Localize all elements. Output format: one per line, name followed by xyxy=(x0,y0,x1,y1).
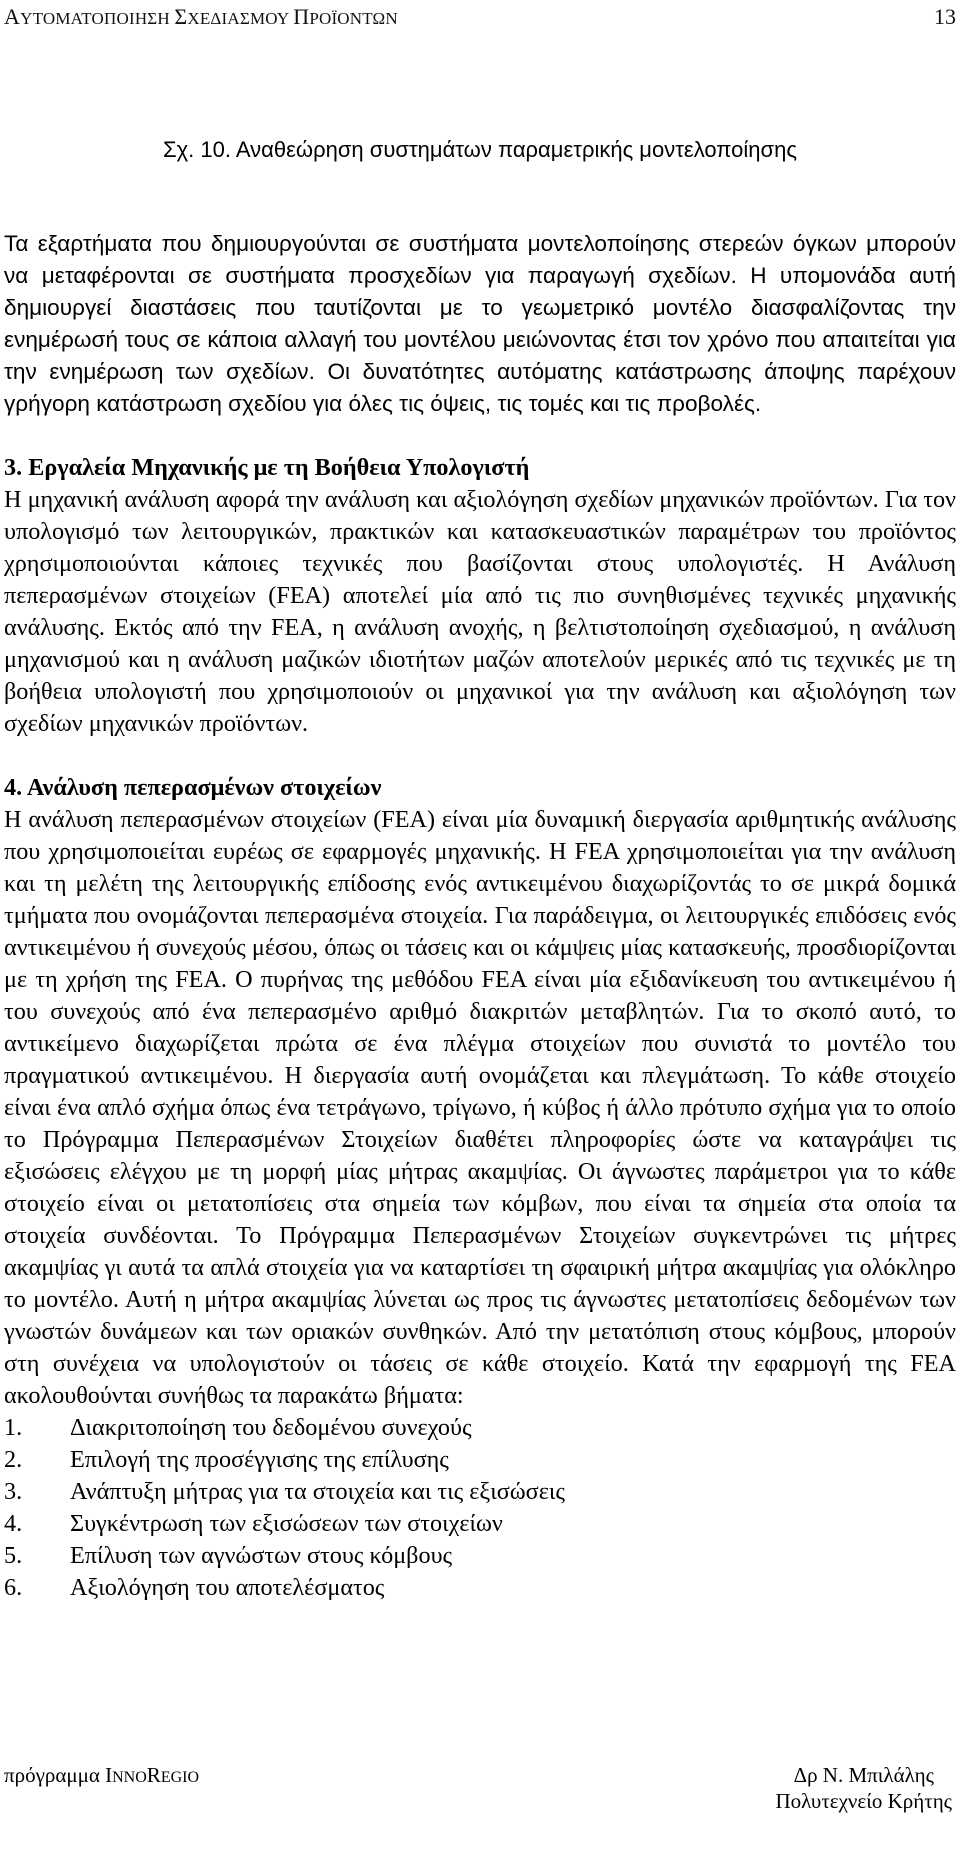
list-item: 2. Επιλογή της προσέγγισης της επίλυσης xyxy=(4,1446,449,1473)
list-item: 1. Διακριτοποίηση του δεδομένου συνεχούς xyxy=(4,1414,472,1441)
spacer xyxy=(4,740,956,772)
spacer xyxy=(4,420,956,452)
section-3-heading: 3. Εργαλεία Μηχανικής με τη Βοήθεια Υπολογιστή xyxy=(4,454,530,481)
footer-author-name: Δρ Ν. Μπιλάλης xyxy=(793,1763,934,1787)
footer-author xyxy=(775,1762,952,1814)
page-number: 13 xyxy=(934,4,956,29)
list-item: 6. Αξιολόγηση του αποτελέσματος xyxy=(4,1574,385,1601)
section-4-heading: 4. Ανάλυση πεπερασμένων στοιχείων xyxy=(4,774,382,801)
footer-institution: Πολυτεχνείο Κρήτης xyxy=(775,1789,952,1813)
main-content xyxy=(4,228,956,1604)
figure-caption: Σχ. 10. Αναθεώρηση συστημάτων παραμετρικής μοντελοποίησης xyxy=(163,137,797,162)
list-item: 4. Συγκέντρωση των εξισώσεων των στοιχείων xyxy=(4,1510,503,1537)
fea-steps-list xyxy=(4,1412,956,1604)
section-4-paragraph: Η ανάλυση πεπερασμένων στοιχείων (FEA) είναι μία δυναμική διεργασία αριθμητικής ανάλυσης που χρησιμοποιείται ευρέως σε εφαρμογές μηχανικής. Η FEA χρησιμοποιείται για την ανάλυση και τη μελέτη της λειτουργικής επίδοσης ενός αντικειμένου διαχωρίζοντάς το σε μικρά δομικά τμήματα που ονομάζονται πεπερασμένα στοιχεία. Για παράδειγμα, οι λειτουργικές επιδόσεις ενός αντικειμένου ή συνεχούς μέσου, όπως οι τάσεις και οι κάμψεις μίας κατασκευής, προσδιορίζονται με τη χρήση της FEA. Ο πυρήνας της μεθόδου FEA είναι μία εξιδανίκευση του αντικειμένου ή του συνεχούς από ένα πεπερασμένο αριθμό διακριτών μεταβλητών. Για το σκοπό αυτό, το αντικείμενο διαχωρίζεται πρώτα σε ένα πλέγμα στοιχείων που συνιστά το μοντέλο του πραγματικού αντικειμένου. Η διεργασία αυτή ονομάζεται και πλεγμάτωση. Το κάθε στοιχείο είναι ένα απλό σχήμα όπως ένα τετράγωνο, τρίγωνο, ή κύβος ή άλλο πρότυπο σχήμα για το οποίο το Πρόγραμμα Πεπερασμένων Στοιχείων διαθέτει πληροφορίες ώστε να καταγράψει τις εξισώσεις ελέγχου με τη μορφή μίας μήτρας ακαμψίας. Οι άγνωστες παράμετροι για το κάθε στοιχείο είναι οι μετατοπίσεις στα σημεία των κόμβων, που είναι τα σημεία στα οποία τα στοιχεία συνδέονται. Το Πρόγραμμα Πεπερασμένων Στοιχείων συγκεντρώνει τις μήτρες ακαμψίας γι αυτά τα απλά στοιχεία για να καταρτίσει τη σφαιρική μήτρα ακαμψίας για ολόκληρο το μοντέλο. Αυτή η μήτρα ακαμψίας λύνεται ως προς τις άγνωστες μετατοπίσεις δεδομένων των γνωστών δυνάμεων και των οριακών συνθηκών. Από την μετατόπιση στους κόμβους, μπορούν στη συνέχεια να υπολογιστούν οι τάσεις σε κάθε στοιχείο. Κατά την εφαρμογή της FEA ακολουθούνται συνήθως τα παρακάτω βήματα: xyxy=(4,806,956,1409)
header-title: ΑΥΤΟΜΑΤΟΠΟΙΗΣΗ ΣΧΕΔΙΑΣΜΟΥ ΠΡΟΪΟΝΤΩΝ xyxy=(4,4,398,29)
section-3-paragraph: Η μηχανική ανάλυση αφορά την ανάλυση και αξιολόγηση σχεδίων μηχανικών προϊόντων. Για τον υπολογισμό των λειτουργικών, πρακτικών και κατασκευαστικών παραμέτρων του προϊόντος χρησιμοποιούνται κάποιες τεχνικές που βασίζονται στους υπολογιστές. Η Ανάλυση πεπερασμένων στοιχείων (FEA) αποτελεί μία από τις πιο συνηθισμένες τεχνικές μηχανικής ανάλυσης. Εκτός από την FEA, η ανάλυση ανοχής, η βελτιστοποίηση σχεδιασμού, η ανάλυση μηχανισμού και η ανάλυση μαζικών ιδιοτήτων μαζών αποτελούν μερικές από τις τεχνικές με τη βοήθεια υπολογιστή που χρησιμοποιούν οι μηχανικοί για την ανάλυση και αξιολόγηση των σχεδίων μηχανικών προϊόντων. xyxy=(4,486,956,737)
intro-paragraph: Τα εξαρτήματα που δημιουργούνται σε συστήματα μοντελοποίησης στερεών όγκων μπορούν να μεταφέρονται σε συστήματα προσχεδίων για παραγωγή σχεδίων. Η υπομονάδα αυτή δημιουργεί διαστάσεις που ταυτίζονται με το γεωμετρικό μοντέλο διασφαλίζοντας την ενημέρωσή τους σε κάποια αλλαγή του μοντέλου μειώνοντας έτσι τον χρόνο που απαιτείται για την ενημέρωση των σχεδίων. Οι δυνατότητες αυτόματης κατάστρωσης άποψης παρέχουν γρήγορη κατάστρωση σχεδίου για όλες τις όψεις, τις τομές και τις προβολές. xyxy=(4,231,956,416)
footer-program: πρόγραμμα INNOREGIO xyxy=(4,1763,200,1787)
list-item: 3. Ανάπτυξη μήτρας για τα στοιχεία και τις εξισώσεις xyxy=(4,1478,565,1505)
list-item: 5. Επίλυση των αγνώστων στους κόμβους xyxy=(4,1542,453,1569)
